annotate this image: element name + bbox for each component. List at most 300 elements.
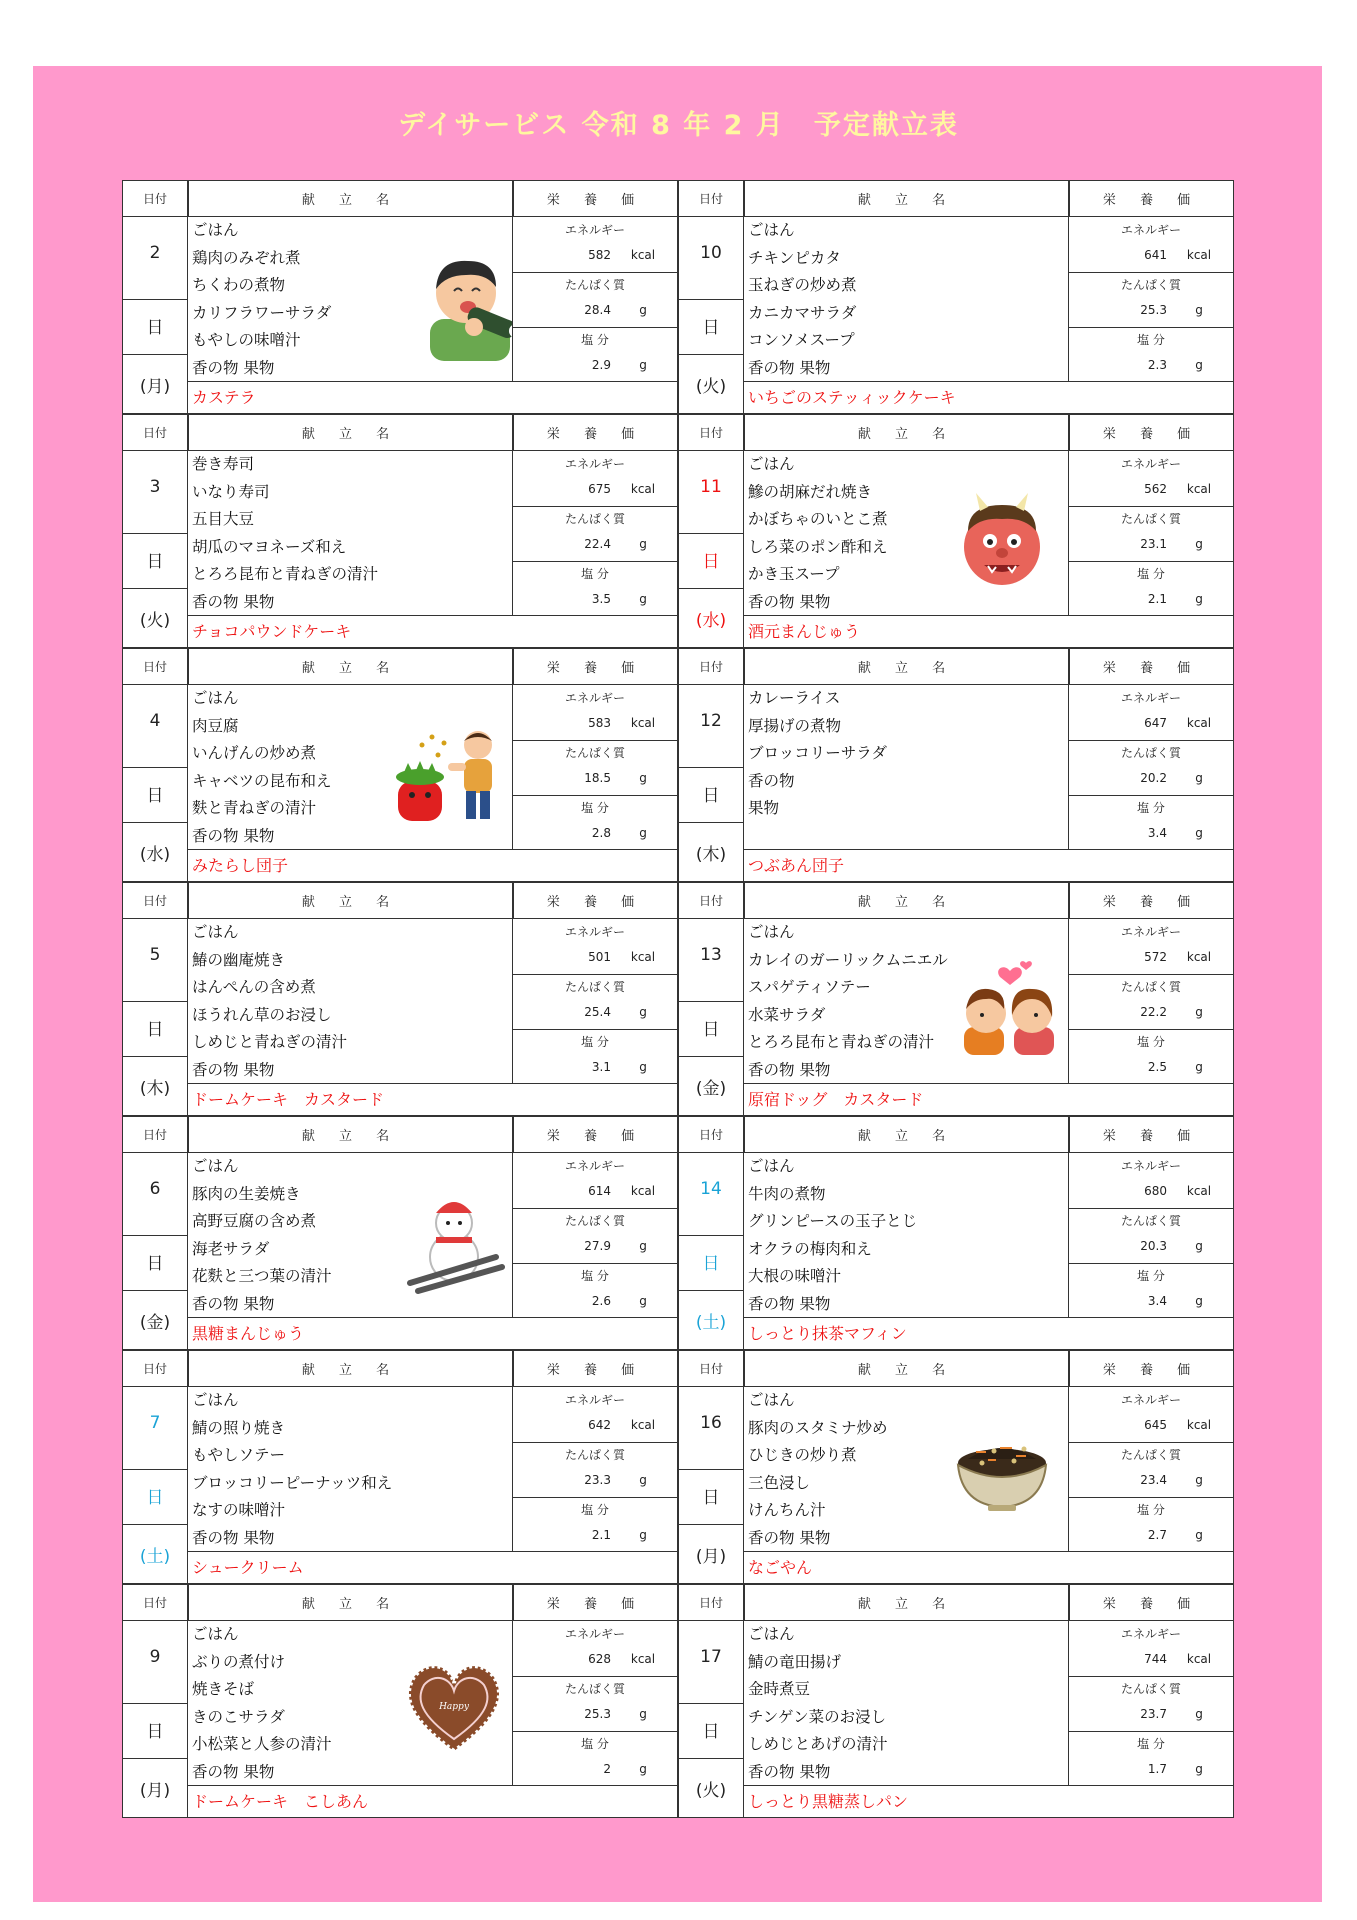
protein-unit: g (1195, 1239, 1203, 1253)
protein-label: たんぱく質 (564, 278, 625, 292)
day-body (122, 1621, 678, 1818)
nutrition-cell (513, 217, 678, 382)
divider (679, 1001, 743, 1002)
energy-label: エネルギー (1120, 1159, 1181, 1173)
menu-item: とろろ昆布と青ねぎの清汁 (748, 1033, 935, 1051)
weekday: (土) (139, 1547, 171, 1567)
protein-label: たんぱく質 (564, 1682, 625, 1696)
date-cell (678, 1153, 744, 1350)
divider (1069, 1263, 1233, 1264)
day-number: 10 (700, 243, 722, 263)
protein-label: たんぱく質 (564, 1448, 625, 1462)
header-nutrition: 栄 養 価 (513, 180, 678, 217)
day-number: 7 (149, 1413, 161, 1433)
day-body (678, 1621, 1234, 1818)
energy-label: エネルギー (564, 925, 625, 939)
nutrition-cell (513, 1153, 678, 1318)
protein-label: たんぱく質 (564, 980, 625, 994)
menu-item: ごはん (748, 923, 795, 941)
header-date: 日付 (122, 414, 188, 451)
divider (513, 272, 677, 273)
divider (513, 1263, 677, 1264)
header-row (122, 414, 678, 451)
divider (1069, 1029, 1233, 1030)
date-cell (678, 919, 744, 1116)
menu-item: カレイのガーリックムニエル (748, 950, 948, 969)
header-nutrition: 栄 養 価 (513, 882, 678, 919)
week-row (122, 1350, 1234, 1584)
divider (513, 1029, 677, 1030)
energy-unit: kcal (1186, 1418, 1212, 1432)
protein-value: 20.2 (1140, 771, 1167, 785)
day-block (122, 1116, 678, 1350)
oni-illustration (954, 491, 1050, 591)
protein-value: 28.4 (584, 303, 611, 317)
menu-items (188, 685, 513, 850)
salt-unit: g (1195, 1294, 1203, 1308)
day-block (122, 648, 678, 882)
salt-label: 塩 分 (581, 801, 609, 815)
date-cell (122, 919, 188, 1116)
day-body (122, 685, 678, 882)
header-row (122, 180, 678, 217)
salt-label: 塩 分 (581, 1035, 609, 1049)
menu-items (744, 1387, 1069, 1552)
energy-label: エネルギー (1120, 457, 1181, 471)
snowman-illustration (406, 1191, 506, 1295)
divider (679, 588, 743, 589)
protein-unit: g (639, 771, 647, 785)
menu-item: きのこサラダ (192, 1707, 285, 1726)
salt-label: 塩 分 (581, 1503, 609, 1517)
couple-illustration (956, 959, 1064, 1059)
menu-item: 高野豆腐の含め煮 (192, 1212, 317, 1230)
weekday: (水) (695, 611, 727, 631)
menu-item: 香の物 果物 (192, 358, 275, 377)
salt-value: 2.7 (1147, 1528, 1167, 1542)
divider (123, 1524, 187, 1525)
dessert: ドームケーキ こしあん (188, 1786, 678, 1818)
header-menu: 献 立 名 (744, 180, 1069, 217)
menu-item: 水菜サラダ (748, 1005, 826, 1024)
day-block (678, 414, 1234, 648)
menu-item: 香の物 果物 (192, 1762, 275, 1781)
menu-items (744, 1153, 1069, 1318)
protein-value: 23.1 (1140, 537, 1167, 551)
menu-item: 玉ねぎの炒め煮 (748, 276, 857, 294)
menu-item: スパゲティソテー (748, 978, 871, 996)
menu-item: カレーライス (748, 689, 841, 707)
weekday: (水) (139, 845, 171, 865)
energy-unit: kcal (630, 248, 656, 262)
energy-label: エネルギー (1120, 925, 1181, 939)
menu-items (188, 1621, 513, 1786)
header-date: 日付 (678, 882, 744, 919)
dessert: しっとり抹茶マフィン (744, 1318, 1234, 1350)
menu-item: 香の物 果物 (192, 1528, 275, 1547)
weekday: (木) (139, 1079, 171, 1099)
header-date: 日付 (122, 1350, 188, 1387)
day-block (122, 180, 678, 414)
day-kanji: 日 (702, 1488, 720, 1508)
header-row (678, 1350, 1234, 1387)
weekday: (木) (695, 845, 727, 865)
divider (1069, 272, 1233, 273)
energy-unit: kcal (1186, 482, 1212, 496)
energy-value: 744 (1144, 1652, 1167, 1666)
menu-item: 大根の味噌汁 (748, 1267, 842, 1285)
dessert: 原宿ドッグ カスタード (744, 1084, 1234, 1116)
energy-label: エネルギー (564, 1159, 625, 1173)
divider (679, 354, 743, 355)
divider (123, 1056, 187, 1057)
protein-value: 25.3 (1140, 303, 1167, 317)
weekday: (土) (695, 1313, 727, 1333)
protein-label: たんぱく質 (1120, 980, 1181, 994)
divider (679, 1469, 743, 1470)
nutrition-cell (513, 451, 678, 616)
menu-item: ブロッコリーサラダ (748, 744, 888, 762)
protein-unit: g (639, 1473, 647, 1487)
menu-item: かき玉スープ (748, 565, 840, 583)
divider (679, 1703, 743, 1704)
protein-label: たんぱく質 (1120, 278, 1181, 292)
header-nutrition: 栄 養 価 (1069, 1116, 1234, 1153)
menu-item: 豚肉のスタミナ炒め (748, 1418, 888, 1437)
divider (679, 822, 743, 823)
menu-item: カリフラワーサラダ (192, 303, 332, 322)
day-number: 14 (700, 1179, 722, 1199)
menu-item: ごはん (192, 1391, 239, 1409)
salt-label: 塩 分 (1137, 1737, 1165, 1751)
nutrition-cell (1069, 451, 1234, 616)
day-body (122, 451, 678, 648)
header-row (122, 1584, 678, 1621)
menu-item: 牛肉の煮物 (748, 1184, 826, 1203)
divider (1069, 740, 1233, 741)
day-number: 12 (700, 711, 722, 731)
weekday: (月) (139, 1781, 171, 1801)
divider (513, 1442, 677, 1443)
divider (123, 588, 187, 589)
menu-item: グリンピースの玉子とじ (748, 1212, 918, 1230)
energy-value: 647 (1144, 716, 1167, 730)
energy-value: 641 (1144, 248, 1167, 262)
salt-unit: g (1195, 826, 1203, 840)
menu-item: ごはん (192, 1625, 239, 1643)
svg-text:Happy: Happy (439, 1702, 469, 1712)
day-kanji: 日 (146, 1020, 164, 1040)
day-number: 2 (149, 243, 161, 263)
divider (679, 1524, 743, 1525)
header-date: 日付 (122, 180, 188, 217)
menu-item: 果物 (748, 799, 780, 817)
protein-label: たんぱく質 (1120, 1448, 1181, 1462)
header-nutrition: 栄 養 価 (1069, 882, 1234, 919)
divider (513, 1497, 677, 1498)
day-kanji: 日 (146, 1254, 164, 1274)
day-number: 16 (700, 1413, 722, 1433)
header-row (678, 882, 1234, 919)
energy-label: エネルギー (564, 457, 625, 471)
weekday: (火) (695, 1781, 727, 1801)
header-menu: 献 立 名 (188, 882, 513, 919)
menu-item: 鰆の幽庵焼き (192, 950, 286, 969)
energy-value: 582 (588, 248, 611, 262)
day-kanji: 日 (146, 786, 164, 806)
salt-label: 塩 分 (1137, 1035, 1165, 1049)
menu-item: とろろ昆布と青ねぎの清汁 (192, 565, 379, 583)
header-nutrition: 栄 養 価 (513, 1350, 678, 1387)
menu-items (188, 217, 513, 382)
menu-item: 小松菜と人参の清汁 (192, 1735, 332, 1753)
energy-label: エネルギー (564, 691, 625, 705)
divider (123, 1290, 187, 1291)
menu-items (744, 919, 1069, 1084)
nutrition-cell (1069, 217, 1234, 382)
day-kanji: 日 (146, 552, 164, 572)
date-cell (122, 1153, 188, 1350)
divider (679, 1056, 743, 1057)
salt-value: 1.7 (1147, 1762, 1167, 1776)
protein-unit: g (1195, 303, 1203, 317)
date-cell (122, 1387, 188, 1584)
header-nutrition: 栄 養 価 (513, 1584, 678, 1621)
menu-item: 五目大豆 (192, 510, 255, 528)
header-row (678, 648, 1234, 685)
energy-unit: kcal (630, 1652, 656, 1666)
menu-item: チキンピカタ (748, 248, 841, 267)
salt-unit: g (1195, 358, 1203, 372)
day-body (122, 217, 678, 414)
menu-item: かぼちゃのいとこ煮 (748, 510, 888, 528)
header-nutrition: 栄 養 価 (513, 414, 678, 451)
salt-value: 3.5 (591, 592, 611, 606)
hijiki-bowl-illustration (954, 1433, 1050, 1515)
menu-item: ごはん (192, 1157, 239, 1175)
menu-item: ほうれん草のお浸し (192, 1005, 332, 1024)
day-number: 17 (700, 1647, 722, 1667)
menu-item: 香の物 果物 (192, 826, 275, 845)
salt-unit: g (639, 1528, 647, 1542)
protein-label: たんぱく質 (564, 512, 625, 526)
menu-item: ごはん (748, 1157, 795, 1175)
menu-item: 海老サラダ (192, 1239, 270, 1258)
protein-value: 18.5 (584, 771, 611, 785)
menu-item: 三色浸し (748, 1473, 811, 1492)
divider (123, 354, 187, 355)
energy-label: エネルギー (1120, 1627, 1181, 1641)
menu-items (188, 451, 513, 616)
salt-value: 2.3 (1147, 358, 1167, 372)
menu-item: 焼きそば (192, 1680, 255, 1698)
protein-unit: g (1195, 1473, 1203, 1487)
header-row (122, 882, 678, 919)
day-number: 5 (149, 945, 161, 965)
week-row (122, 1584, 1234, 1818)
energy-value: 572 (1144, 950, 1167, 964)
menu-table (122, 180, 1234, 1818)
energy-unit: kcal (630, 482, 656, 496)
energy-unit: kcal (630, 1184, 656, 1198)
menu-item: ごはん (192, 689, 239, 707)
salt-label: 塩 分 (1137, 1269, 1165, 1283)
menu-items (188, 1387, 513, 1552)
date-cell (122, 217, 188, 414)
day-body (678, 217, 1234, 414)
day-block (678, 1584, 1234, 1818)
salt-label: 塩 分 (581, 1737, 609, 1751)
nutrition-cell (513, 1387, 678, 1552)
protein-value: 20.3 (1140, 1239, 1167, 1253)
day-block (678, 882, 1234, 1116)
divider (513, 1208, 677, 1209)
salt-label: 塩 分 (581, 1269, 609, 1283)
divider (1069, 1208, 1233, 1209)
menu-item: ごはん (748, 221, 795, 239)
menu-items (188, 919, 513, 1084)
day-number: 4 (149, 711, 161, 731)
divider (679, 533, 743, 534)
divider (1069, 561, 1233, 562)
menu-item: いなり寿司 (192, 482, 270, 501)
day-number: 9 (149, 1647, 161, 1667)
dessert: 酒元まんじゅう (744, 616, 1234, 648)
salt-unit: g (639, 1294, 647, 1308)
salt-label: 塩 分 (1137, 801, 1165, 815)
dessert: みたらし団子 (188, 850, 678, 882)
menu-item: 胡瓜のマヨネーズ和え (192, 537, 347, 556)
weekday: (月) (139, 377, 171, 397)
dessert: ドームケーキ カスタード (188, 1084, 678, 1116)
energy-unit: kcal (1186, 1184, 1212, 1198)
divider (1069, 974, 1233, 975)
menu-items (188, 1153, 513, 1318)
protein-value: 25.3 (584, 1707, 611, 1721)
day-block (122, 1584, 678, 1818)
ehomaki-boy-illustration (416, 249, 513, 361)
day-body (678, 919, 1234, 1116)
salt-unit: g (1195, 592, 1203, 606)
weekday: (月) (695, 1547, 727, 1567)
protein-unit: g (639, 537, 647, 551)
energy-unit: kcal (630, 716, 656, 730)
protein-unit: g (1195, 1707, 1203, 1721)
protein-value: 23.7 (1140, 1707, 1167, 1721)
header-date: 日付 (678, 1116, 744, 1153)
energy-unit: kcal (1186, 248, 1212, 262)
menu-item: けんちん汁 (748, 1501, 826, 1519)
salt-label: 塩 分 (1137, 567, 1165, 581)
menu-item: 豚肉の生姜焼き (192, 1184, 301, 1203)
menu-item: 麩と青ねぎの清汁 (192, 799, 317, 817)
header-nutrition: 栄 養 価 (1069, 414, 1234, 451)
dessert: チョコパウンドケーキ (188, 616, 678, 648)
protein-unit: g (639, 1005, 647, 1019)
day-number: 6 (149, 1179, 161, 1199)
salt-unit: g (639, 358, 647, 372)
energy-value: 628 (588, 1652, 611, 1666)
menu-item: ひじきの炒り煮 (748, 1446, 857, 1464)
divider (123, 299, 187, 300)
protein-label: たんぱく質 (1120, 512, 1181, 526)
menu-item: もやしの味噌汁 (192, 331, 301, 349)
header-date: 日付 (122, 1584, 188, 1621)
protein-label: たんぱく質 (1120, 1682, 1181, 1696)
menu-item: ごはん (748, 1625, 795, 1643)
menu-item: ちくわの煮物 (192, 276, 286, 294)
menu-item: いんげんの炒め煮 (192, 744, 317, 762)
energy-unit: kcal (630, 1418, 656, 1432)
protein-label: たんぱく質 (1120, 1214, 1181, 1228)
divider (513, 327, 677, 328)
day-kanji: 日 (702, 552, 720, 572)
protein-value: 27.9 (584, 1239, 611, 1253)
salt-label: 塩 分 (1137, 333, 1165, 347)
divider (123, 1235, 187, 1236)
week-row (122, 1116, 1234, 1350)
salt-value: 2.8 (591, 826, 611, 840)
protein-label: たんぱく質 (564, 1214, 625, 1228)
header-date: 日付 (122, 882, 188, 919)
day-kanji: 日 (702, 786, 720, 806)
day-number: 13 (700, 945, 722, 965)
protein-value: 23.3 (584, 1473, 611, 1487)
energy-value: 675 (588, 482, 611, 496)
energy-value: 645 (1144, 1418, 1167, 1432)
divider (679, 1235, 743, 1236)
day-body (122, 1387, 678, 1584)
protein-value: 23.4 (1140, 1473, 1167, 1487)
header-menu: 献 立 名 (188, 414, 513, 451)
protein-unit: g (1195, 1005, 1203, 1019)
protein-unit: g (639, 1239, 647, 1253)
header-date: 日付 (122, 648, 188, 685)
header-menu: 献 立 名 (744, 414, 1069, 451)
menu-item: 金時煮豆 (748, 1680, 811, 1698)
salt-unit: g (639, 1762, 647, 1776)
date-cell (678, 1387, 744, 1584)
salt-value: 2.5 (1147, 1060, 1167, 1074)
day-kanji: 日 (146, 318, 164, 338)
weekday: (火) (139, 611, 171, 631)
menu-item: ごはん (748, 455, 795, 473)
menu-item: 香の物 果物 (748, 592, 831, 611)
salt-value: 2.9 (591, 358, 611, 372)
divider (1069, 1497, 1233, 1498)
energy-label: エネルギー (564, 1393, 625, 1407)
day-block (678, 648, 1234, 882)
page-title: デイサービス 令和 8 年 2 月 予定献立表 (398, 110, 959, 141)
menu-item: 香の物 果物 (748, 1294, 831, 1313)
menu-item: ぶりの煮付け (192, 1652, 286, 1671)
protein-unit: g (639, 303, 647, 317)
divider (123, 1758, 187, 1759)
menu-item: ブロッコリーピーナッツ和え (192, 1473, 393, 1492)
menu-item: ごはん (192, 221, 239, 239)
energy-unit: kcal (630, 950, 656, 964)
dessert: いちごのステッィックケーキ (744, 382, 1234, 414)
header-row (678, 1584, 1234, 1621)
divider (1069, 327, 1233, 328)
dessert: カステラ (188, 382, 678, 414)
menu-item: 香の物 (748, 771, 795, 790)
divider (679, 1290, 743, 1291)
header-nutrition: 栄 養 価 (1069, 1350, 1234, 1387)
week-row (122, 648, 1234, 882)
menu-item: 鰺の胡麻だれ焼き (748, 482, 873, 501)
divider (513, 506, 677, 507)
